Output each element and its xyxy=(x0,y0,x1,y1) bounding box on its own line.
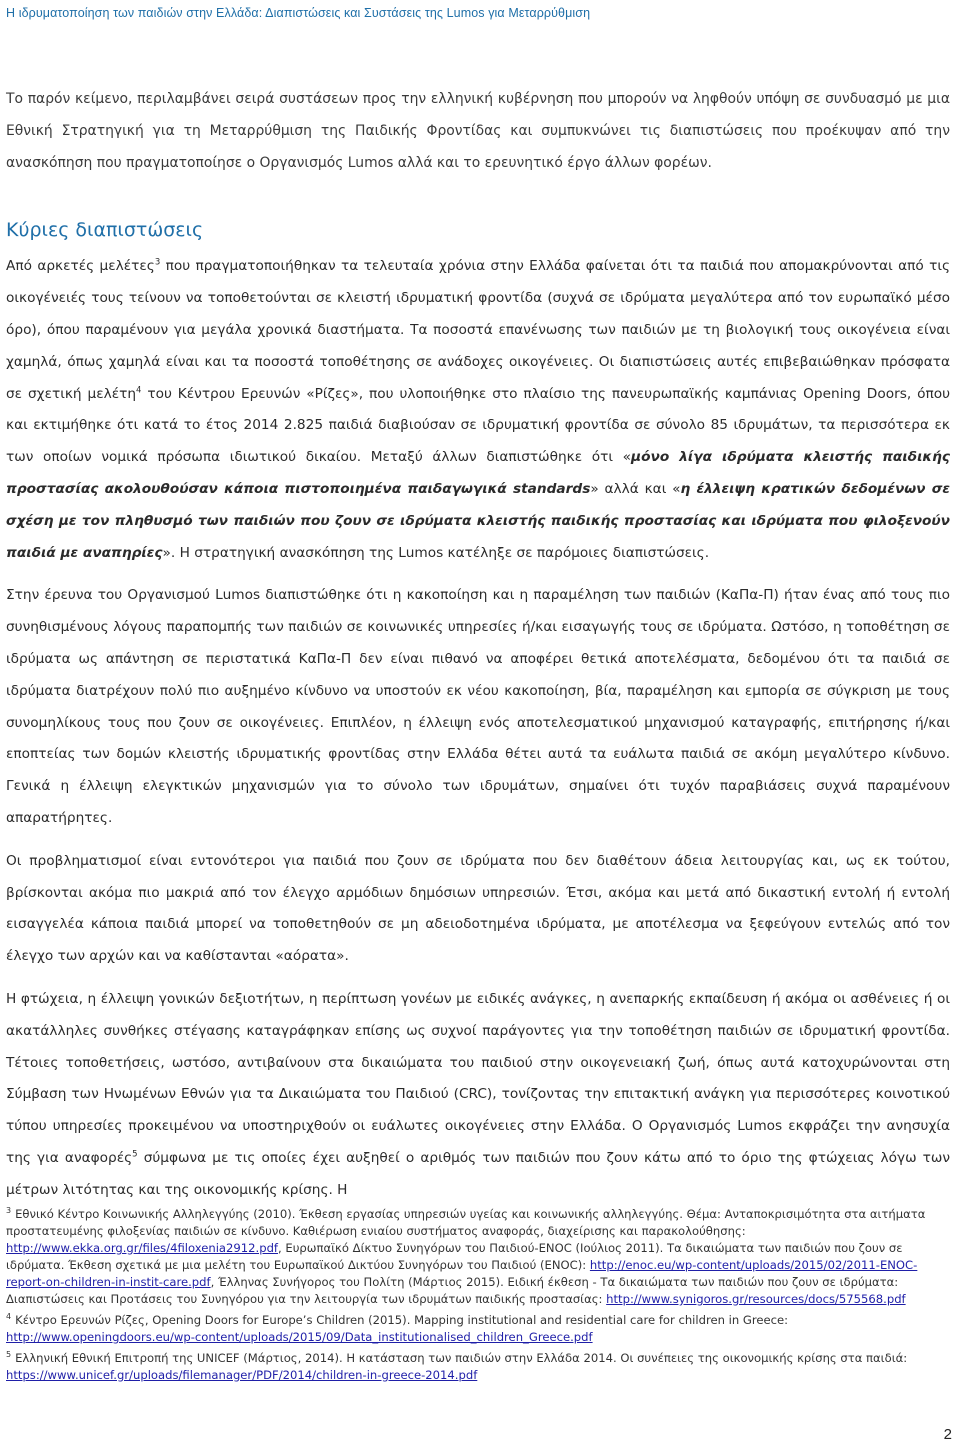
page-number: 2 xyxy=(943,1426,952,1443)
footnote-ref-5[interactable]: 5 xyxy=(132,1149,138,1160)
footnote-4 xyxy=(6,1312,950,1346)
main-content xyxy=(6,84,950,1218)
findings-paragraph-3: Οι προβληματισμοί είναι εντονότεροι για παιδιά που ζουν σε ιδρύματα που δεν διαθέτουν άδεια λειτουργίας και, ως εκ τούτου, βρίσκονται ακόμα πιο μακριά από τον έλεγχο αρμόδιων δημόσιων υπηρεσιών. Έτσι, ακόμα και μετά από δικαστική εντολή ή εντολή εισαγγελέα κάποια παιδιά μπορεί να τοποθετηθούν σε μη αδειοδοτημένα ιδρύματα, με αποτέλεσμα να ξεφεύγουν εντελώς από τον έλεγχο των αρχών και να καθίστανται «αόρατα». xyxy=(6,852,950,965)
findings-paragraph-4 xyxy=(6,984,950,1207)
footnote-number: 4 xyxy=(6,1312,12,1322)
footnote-link[interactable]: http://www.synigoros.gr/resources/docs/575568.pdf xyxy=(606,1292,906,1306)
section-heading: Κύριες διαπιστώσεις xyxy=(6,219,204,242)
footnote-number: 5 xyxy=(6,1350,12,1360)
footnote-ref-3[interactable]: 3 xyxy=(154,257,161,268)
emphasis-quote-2: η έλλειψη κρατικών δεδομένων σε σχέση με τον πληθυσμό των παιδιών που ζουν σε ιδρύματα κλειστής παιδικής προστασίας και ιδρύματα που φιλοξενούν παιδιά με αναπηρίες xyxy=(6,480,950,561)
footnote-ref-4[interactable]: 4 xyxy=(136,385,142,396)
text: του Κέντρου Ερευνών «Ρίζες», που υλοποιήθηκε στο πλαίσιο της πανευρωπαϊκής καμπάνιας Opening Doors, όπου και εκτιμήθηκε ότι κατά το έτος 2014 2.825 παιδιά διαβιούσαν σε ιδρυματική φροντίδα σε σύνολο 85 ιδρυμάτων, τα περισσότερα εκ των οποίων νομικά πρόσωπα ιδιωτικού δικαίου. Μεταξύ άλλων διαπιστώθηκε ότι « xyxy=(6,385,950,466)
footnote-3 xyxy=(6,1206,950,1308)
intro-paragraph: Το παρόν κείμενο, περιλαμβάνει σειρά συστάσεων προς την ελληνική κυβέρνηση που μπορούν να ληφθούν υπόψη σε συνδυασμό με μια Εθνική Στρατηγική για τη Μεταρρύθμιση της Παιδικής Φροντίδας και συμπυκνώνει τις διαπιστώσεις που προέκυψαν από την ανασκόπηση που πραγματοποίησε ο Οργανισμός Lumos αλλά και το ερευνητικό έργο άλλων φορέων. xyxy=(6,91,950,171)
footnote-link[interactable]: http://www.openingdoors.eu/wp-content/uploads/2015/09/Data_institutionalised_children_Greece.pdf xyxy=(6,1330,593,1344)
footnote-link[interactable]: http://www.ekka.org.gr/files/4filoxenia2912.pdf xyxy=(6,1241,279,1255)
text: που πραγματοποιήθηκαν τα τελευταία χρόνια στην Ελλάδα φαίνεται ότι τα παιδιά που απομακρύνονται από τις οικογένειές τους τείνουν να τοποθετούνται σε κλειστή ιδρυματική φροντίδα (συχνά σε ιδρύματα μεγαλύτερα από τον ευρωπαϊκό μέσο όρο), όπου παραμένουν για μεγάλα χρονικά διαστήματα. Τα ποσοστά επανένωσης των παιδιών με τη βιολογική τους οικογένεια είναι χαμηλά, όπως χαμηλά είναι και τα ποσοστά τοποθέτησης σε ανάδοχες οικογένειες. Οι διαπιστώσεις αυτές επιβεβαιώθηκαν πρόσφατα σε σχετική μελέτη xyxy=(6,258,950,402)
text: Η φτώχεια, η έλλειψη γονικών δεξιοτήτων, η περίπτωση γονέων με ειδικές ανάγκες, η ανεπαρκής εκπαίδευση ή ακόμα οι ασθένειες ή οι ακατάλληλες συνθήκες στέγασης καταγράφηκαν επίσης ως συχνοί παράγοντες για την τοποθέτηση παιδιών σε ιδρυματική φροντίδα. Τέτοιες τοποθετήσεις, ωστόσο, αντιβαίνουν στα δικαιώματα του παιδιού στην οικογενειακή ζωή, όπως αυτά κατοχυρώνονται στη Σύμβαση των Ηνωμένων Εθνών για τα Δικαιώματα του Παιδιού (CRC), τονίζοντας την επιτακτική ανάγκη για περισσότερες κοινοτικού τύπου υπηρεσίες προκειμένου να υποστηριχθούν οι ευάλωτες οικογένειες στην Ελλάδα. Ο Οργανισμός Lumos εκφράζει την ανησυχία της για αναφορές xyxy=(6,990,950,1166)
text: Από αρκετές μελέτες xyxy=(6,258,155,275)
text: Ελληνική Εθνική Επιτροπή της UNICEF (Μάρτιος, 2014). Η κατάσταση των παιδιών στην Ελλάδα 2014. Οι συνέπειες της οικονομικής κρίσης στα παιδιά: xyxy=(15,1351,908,1365)
findings-paragraph-2: Στην έρευνα του Οργανισμού Lumos διαπιστώθηκε ότι η κακοποίηση και η παραμέληση των παιδιών (ΚαΠα-Π) ήταν ένας από τους πιο συνηθισμένους λόγους παραπομπής των παιδιών σε κοινωνικές υπηρεσίες ή/και εισαγωγής τους σε ιδρύματα. Ωστόσο, η τοποθέτηση σε ιδρύματα ως απάντηση σε περιστατικά ΚαΠα-Π δεν είναι πιθανό να αποφέρει θετικά αποτελέσματα, δεδομένου ότι τα παιδιά σε ιδρύματα διατρέχουν πολύ πιο αυξημένο κίνδυνο να υποστούν εκ νέου κακοποίηση, βία, παραμέληση και εμπορία σε σύγκριση με τους συνομηλίκους τους που ζουν σε οικογένειες. Επιπλέον, η έλλειψη ενός αποτελεσματικού μηχανισμού καταγραφής, επιτήρησης ή/και εποπτείας των δομών κλειστής ιδρυματικής φροντίδας στην Ελλάδα θέτει αυτά τα ευάλωτα παιδιά σε ακόμη μεγαλύτερο κίνδυνο. Γενικά η έλλειψη ελεγκτικών μηχανισμών για το σύνολο των ιδρυμάτων, σημαίνει ότι τυχόν παραβιάσεις συχνά παραμένουν απαρατήρητες. xyxy=(6,587,950,826)
text: Κέντρο Ερευνών Ρίζες, Opening Doors for Europe’s Children (2015). Mapping institutional and residential care for children in Greece: xyxy=(15,1313,789,1327)
text: , Ευρωπαϊκό Δίκτυο Συνηγόρων του Παιδιού-ENOC (Ιούλιος 2011). Τα δικαιώματα των παιδιών που ζουν σε ιδρύματα. Έκθεση σχετικά με μια μελέτη του Ευρωπαϊκού Δικτύου Συνηγόρων του Παιδιού (ENOC): xyxy=(6,1241,903,1272)
footnote-link[interactable]: http://enoc.eu/wp-content/uploads/2015/02/2011-ENOC-report-on-children-in-instit-care.pdf xyxy=(6,1258,918,1289)
text: σύμφωνα με τις οποίες έχει αυξηθεί ο αριθμός των παιδιών που ζουν κάτω από το όριο της φτώχειας λόγω των μέτρων λιτότητας και της οικονομικής κρίσης. Η xyxy=(6,1149,951,1198)
footnote-link[interactable]: https://www.unicef.gr/uploads/filemanager/PDF/2014/children-in-greece-2014.pdf xyxy=(6,1368,478,1382)
running-header: Η ιδρυματοποίηση των παιδιών στην Ελλάδα: Διαπιστώσεις και Συστάσεις της Lumos για Μεταρρύθμιση xyxy=(6,6,591,20)
emphasis-quote-1: μόνο λίγα ιδρύματα κλειστής παιδικής προστασίας ακολουθούσαν κάποια πιστοποιημένα παιδαγωγικά standards xyxy=(6,449,950,497)
text: Εθνικό Κέντρο Κοινωνικής Αλληλεγγύης (2010). Έκθεση εργασίας υπηρεσιών υγείας και κοινωνικής αλληλεγγύης. Θέμα: Ανταποκρισιμότητα στα αιτήματα προστατευμένης φιλοξενίας παιδιών σε κίνδυνο. Καθιέρωση ενιαίου συστήματος αναφοράς, διαχείρισης και παρακολούθησης: xyxy=(6,1207,926,1238)
text: » αλλά και « xyxy=(590,480,681,497)
footnote-number: 3 xyxy=(6,1206,12,1216)
footnotes xyxy=(6,1206,950,1388)
footnote-5 xyxy=(6,1350,950,1384)
text: , Έλληνας Συνήγορος του Πολίτη (Μάρτιος 2015). Ειδική έκθεση - Τα δικαιώματα των παιδιών που ζουν σε ιδρύματα: Διαπιστώσεις και Προτάσεις του Συνηγόρου για την λειτουργία των ιδρυμάτων παιδικής προστασίας: xyxy=(6,1275,899,1306)
text: ». Η στρατηγική ανασκόπηση της Lumos κατέληξε σε παρόμοιες διαπιστώσεις. xyxy=(162,544,710,561)
findings-paragraph-1 xyxy=(6,251,950,569)
